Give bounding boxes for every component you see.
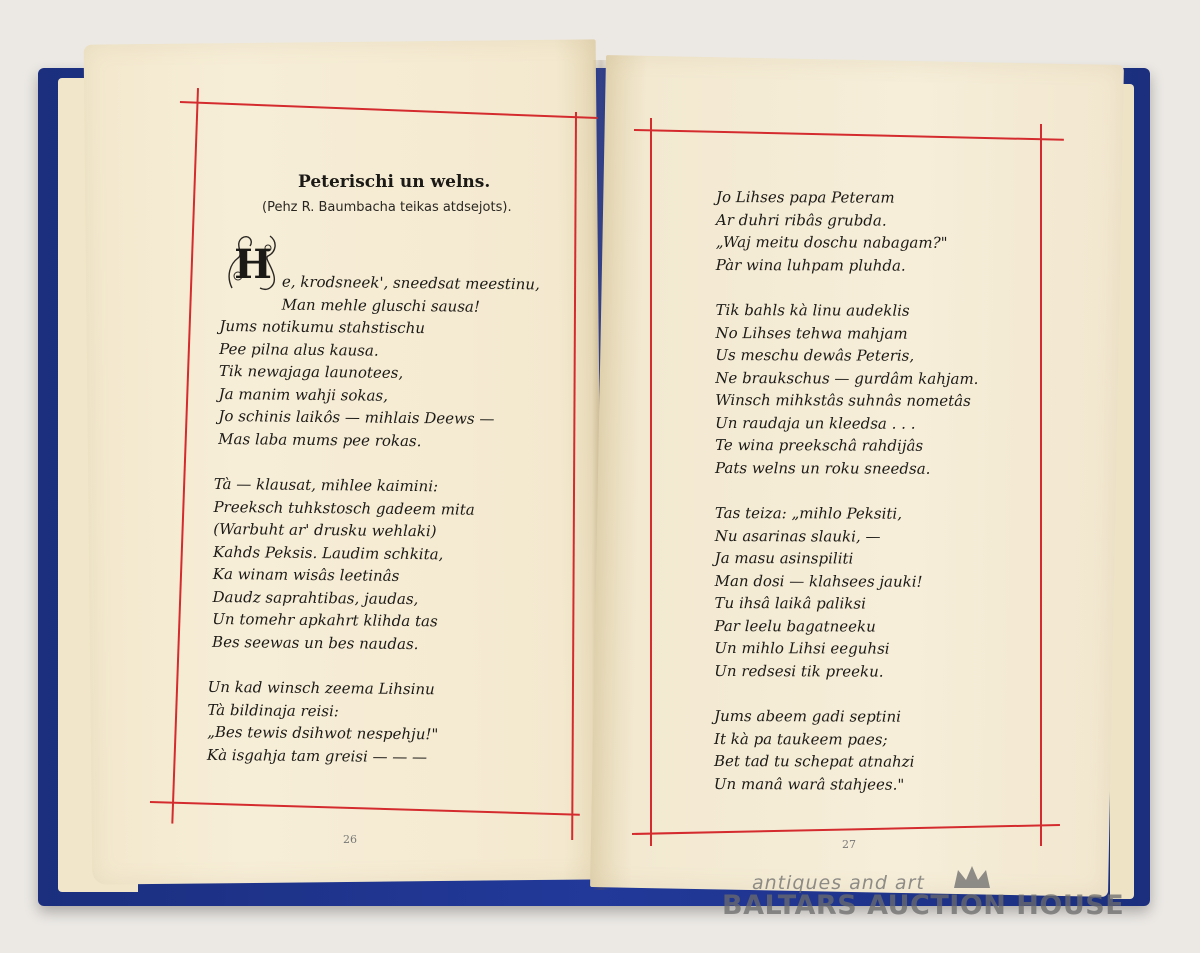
poem-line: Daudz saprahtibas, jaudas,	[212, 587, 419, 608]
poem-line: e, krodsneek', sneedsat meestinu,	[281, 272, 540, 294]
left-page-number: 26	[343, 833, 357, 846]
poem-line: „Bes tewis dsihwot nespehju!"	[207, 722, 439, 744]
poem-line: Tà bildinaja reisi:	[207, 700, 340, 720]
poem-line: Man dosi — klahsees jauki!	[714, 571, 923, 591]
auction-house-watermark	[722, 872, 1125, 944]
poem-line: Us meschu dewâs Peteris,	[715, 345, 915, 365]
poem-line: Kahds Peksis. Laudim schkita,	[212, 542, 444, 563]
poem-line: Bet tad tu schepat atnahzi	[713, 751, 915, 771]
poem-line: Bes seewas un bes naudas.	[212, 632, 419, 653]
poem-line: Un tomehr apkahrt klihda tas	[212, 609, 438, 631]
poem-line: (Warbuht ar' drusku wehlaki)	[213, 519, 437, 541]
right-poem-text	[714, 186, 979, 819]
poem-line: „Waj meitu doschu nabagam?"	[715, 232, 948, 252]
right-stanza-2	[715, 299, 979, 480]
right-frame-right	[1040, 124, 1042, 846]
poem-line: Te wina preekschâ rahdijâs	[715, 435, 924, 455]
poem-line: Par leelu bagatneeku	[714, 616, 876, 636]
left-poem-text	[206, 270, 540, 792]
poem-line: Ka winam wisâs leetinâs	[212, 564, 400, 585]
poem-line: Tu ihsâ laikâ paliksi	[714, 593, 866, 613]
poem-line: Un redsesi tik preeku.	[714, 661, 884, 681]
right-frame-left	[650, 118, 652, 846]
poem-line: Tik newajaga launotees,	[218, 361, 404, 382]
poem-line: It kà pa taukeem paes;	[714, 729, 888, 749]
poem-line: Tà — klausat, mihlee kaimini:	[213, 474, 439, 496]
poem-line: Preeksch tuhkstosch gadeem mita	[213, 497, 475, 519]
poem-line: Pee pilna alus kausa.	[219, 339, 379, 360]
watermark-tagline: antiques and art	[752, 872, 925, 894]
left-stanza-1	[218, 270, 540, 453]
poem-line: No Lihses tehwa mahjam	[715, 323, 908, 343]
left-stanza-3	[207, 676, 536, 769]
right-stanza-3	[714, 502, 978, 683]
poem-line: Man mehle gluschi sausa!	[281, 295, 481, 316]
poem-line: Un manâ warâ stahjees."	[713, 774, 905, 794]
poem-line: Pàr wina luhpam pluhda.	[715, 255, 906, 275]
poem-line: Jo Lihses papa Peteram	[715, 187, 895, 207]
poem-subtitle: (Pehz R. Baumbacha teikas atdsejots).	[262, 200, 512, 215]
poem-line: Ja masu asinspiliti	[714, 548, 854, 568]
poem-line: Ja manim wahji sokas,	[218, 384, 389, 405]
right-stanza-1	[716, 186, 979, 277]
poem-line: Un mihlo Lihsi eeguhsi	[714, 638, 890, 658]
crown-icon	[952, 864, 992, 890]
poem-line: Un kad winsch zeema Lihsinu	[207, 677, 435, 699]
poem-line: Winsch mihkstâs suhnâs nometâs	[715, 390, 971, 410]
poem-line: Jo schinis laikôs — mihlais Deews —	[218, 406, 495, 428]
poem-title: Peterischi un welns.	[298, 172, 491, 192]
watermark-brand: BALTARS AUCTION HOUSE	[722, 890, 1125, 921]
poem-line: Un raudaja un kleedsa . . .	[715, 413, 916, 433]
poem-line: Tik bahls kà linu audeklis	[715, 300, 910, 320]
poem-line: Pats welns un roku sneedsa.	[714, 458, 931, 478]
left-stanza-2	[212, 473, 538, 656]
poem-line: Jums abeem gadi septini	[714, 706, 902, 726]
poem-line: Tas teiza: „mihlo Peksiti,	[714, 503, 903, 523]
right-page-number: 27	[842, 838, 856, 851]
poem-line: Nu asarinas slauki, —	[714, 526, 881, 546]
poem-line: Mas laba mums pee rokas.	[218, 429, 422, 450]
poem-line: Ar duhri ribâs grubda.	[715, 210, 887, 230]
poem-line: Ne braukschus — gurdâm kahjam.	[715, 368, 979, 388]
poem-line: Kà isgahja tam greisi — — —	[206, 745, 428, 766]
right-stanza-4	[714, 705, 977, 796]
dropcap-letter: H	[234, 241, 272, 288]
poem-line: Jums notikumu stahstischu	[219, 316, 426, 338]
